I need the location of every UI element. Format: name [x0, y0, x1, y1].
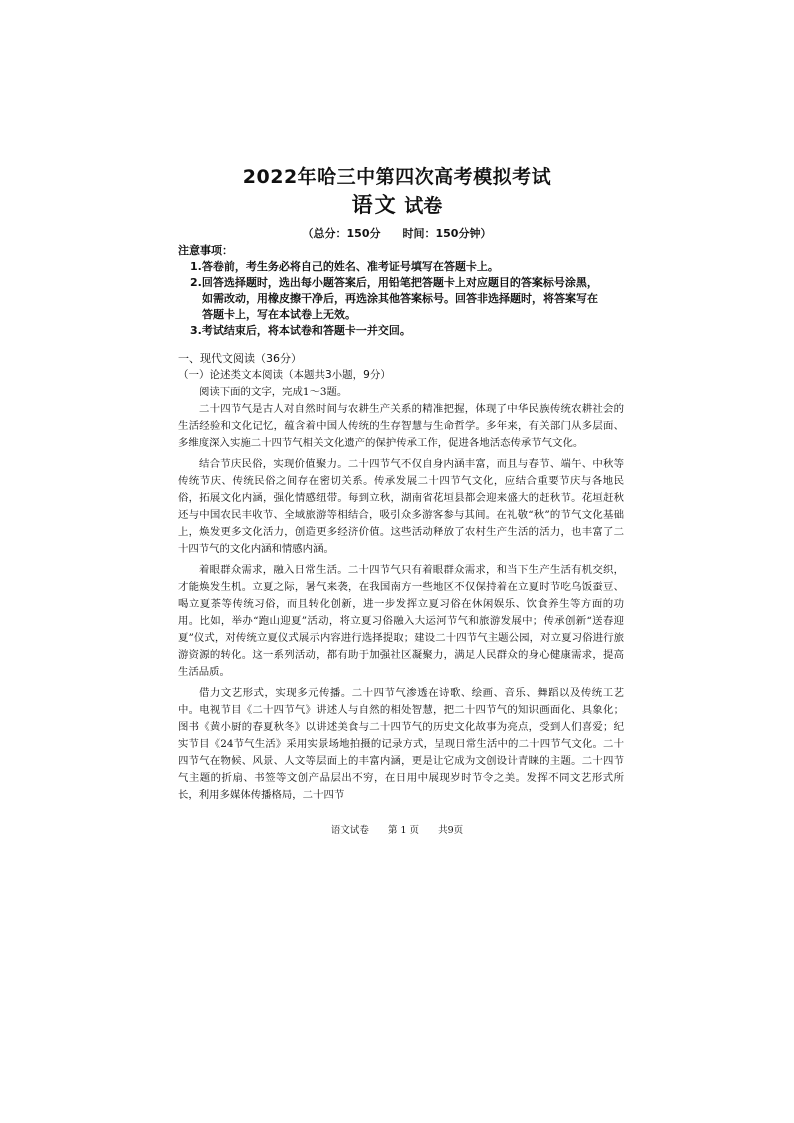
footer-page-number: 第 1 页 [387, 825, 420, 836]
passage-paragraph-4: 借力文艺形式，实现多元传播。二十四节气渗透在诗歌、绘画、音乐、舞蹈以及传统工艺中。电视节目《二十四节气》讲述人与自然的相处智慧，把二十四节气的知识画面化、具象化；图书《黄小厨的春夏秋冬》以讲述美食与二十四节气的历史文化故事为亮点，受到人们喜爱；纪实节目《24节气生活》采用实景场地拍摄的记录方式，呈现日常生活中的二十四节气文化。二十四节气在物候、风景、人文等层面上的丰富内涵，更是让它成为文创设计青睐的主题。二十四节气主题的折扇、书签等文创产品层出不穷，在日用中展现岁时节令之美。发挥不同文艺形式所长，利用多媒体传播格局，二十四节 [178, 687, 624, 801]
footer-total-pages: 共9页 [438, 825, 464, 836]
exam-notes [178, 243, 628, 339]
section-subheading: （一）论述类文本阅读（本题共3小题，9分） [178, 369, 391, 381]
note-item-2-line-3: 答题卡上，写在本试卷上无效。 [202, 308, 356, 321]
note-item-1: 1.答卷前，考生务必将自己的姓名、准考证号填写在答题卡上。 [190, 260, 499, 273]
reading-section [178, 350, 624, 804]
passage-paragraph-3: 着眼群众需求，融入日常生活。二十四节气只有着眼群众需求，和当下生产生活有机交织，才能焕发生机。立夏之际，暑气来袭，在我国南方一些地区不仅保持着在立夏时节吃乌饭蚕豆、喝立夏茶等传统习俗，而且转化创新，进一步发挥立夏习俗在休闲娱乐、饮食养生等方面的功用。比如，举办“跑山迎夏”活动，将立夏习俗融入大运河节气和旅游发展中；传承创新“送春迎夏”仪式，对传统立夏仪式展示内容进行选择提取；建设二十四节气主题公园，对立夏习俗进行旅游资源的转化。这一系列活动，都有助于加强社区凝聚力，满足人民群众的身心健康需求，提高生活品质。 [178, 564, 624, 678]
section-heading: 一、现代文阅读（36分） [178, 352, 302, 365]
note-item-3: 3.考试结束后，将本试卷和答题卡一并交回。 [190, 324, 411, 337]
note-item-2-line-2: 如需改动，用橡皮擦干净后，再选涂其他答案标号。回答非选择题时，将答案写在 [202, 292, 598, 305]
exam-time: 时间：150分钟） [402, 227, 492, 240]
note-item-2-line-1: 2.回答选择题时，选出每小题答案后，用铅笔把答题卡上对应题目的答案标号涂黑， [190, 276, 598, 289]
exam-title: 2022年哈三中第四次高考模拟考试 [242, 166, 552, 188]
subject-title [0, 189, 794, 219]
subject-paper-label: 试卷 [404, 195, 443, 217]
footer-label: 语文试卷 [330, 825, 369, 836]
page-footer [0, 822, 794, 836]
passage-paragraph-1: 二十四节气是古人对自然时间与农耕生产关系的精准把握，体现了中华民族传统农耕社会的生活经验和文化记忆，蕴含着中国人传统的生存智慧与生命哲学。多年来，有关部门从多层面、多维度深入实施二十四节气相关文化遗产的保护传承工作，促进各地活态传承节气文化。 [178, 403, 624, 449]
notes-heading: 注意事项： [178, 244, 233, 257]
reading-instruction: 阅读下面的文字，完成1～3题。 [199, 386, 348, 398]
score-time-line [0, 225, 794, 241]
total-score: （总分：150分 [302, 227, 381, 240]
subject-name: 语文 [351, 193, 398, 217]
passage-paragraph-2: 结合节庆民俗，实现价值聚力。二十四节气不仅自身内涵丰富，而且与春节、端午、中秋等传统节庆、传统民俗之间存在密切关系。传承发展二十四节气文化，应结合重要节庆与各地民俗，拓展文化内涵，强化情感纽带。每到立秋，湖南省花垣县都会迎来盛大的赶秋节。花垣赶秋还与中国农民丰收节、全域旅游等相结合，吸引众多游客参与其间。在礼敬“秋”的节气文化基础上，焕发更多文化活力，创造更多经济价值。这些活动释放了农村生产生活的活力，也丰富了二十四节气的文化内涵和情感内涵。 [178, 458, 624, 555]
